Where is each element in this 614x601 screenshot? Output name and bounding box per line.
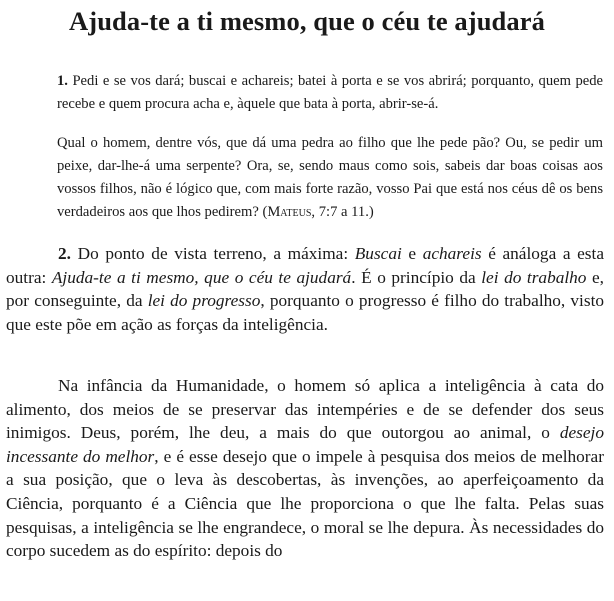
verse-number-1: 1. (57, 73, 68, 89)
p2-italic-buscai: Buscai (354, 244, 402, 263)
p2-text-b: e (401, 244, 423, 263)
p3-text-a: Na infância da Humanidade, o homem só aplica a inteligência à cata do alimento, dos meios de se preservar das intempéries e de se defender dos seus inimigos. Deus, porém, lhe deu, a mais do que outorgou ao animal, o (6, 376, 604, 443)
paragraph-2 (6, 242, 604, 336)
p2-text-f: , porquanto o progresso é filho do trabalho, visto que este põe em ação as forças da inteligência. (6, 291, 605, 334)
p2-text-a: Do ponto de vista terreno, a máxima: (70, 244, 355, 263)
p2-italic-lei-trabalho: lei do trabalho (481, 267, 587, 287)
p3-italic-desejo: desejo incessante do melhor (6, 423, 604, 466)
p2-italic-achareis: achareis (422, 244, 482, 263)
reference-verses: , 7:7 a 11.) (311, 204, 374, 220)
p2-text-d: . É o princípio da (351, 267, 482, 287)
gospel-quote-1 (57, 70, 603, 116)
paragraph-number-2: 2. (58, 244, 71, 263)
p2-text-c: é análoga a esta outra: (6, 244, 605, 287)
p2-text-e: e, por conseguinte, da (6, 267, 605, 311)
p3-text-b: , e é esse desejo que o impele à pesquisa dos meios de melhorar a sua posição, que o leva às descobertas, às invenções, ao aperfeiçoamento da Ciência, porquanto é a Ciência que lhe proporciona o que lhe falta. Pelas suas pesquisas, a inteligência se lhe engrandece, o moral se lhe depura. Às necessidades do corpo sucedem as do espírito: depois do (6, 446, 604, 561)
p2-italic-maxim: Ajuda-te a ti mesmo, que o céu te ajudará (51, 267, 352, 287)
p2-italic-lei-progresso: lei do progresso (147, 291, 261, 311)
verse-text-1: Pedi e se vos dará; buscai e achareis; batei à porta e se vos abrirá; porquanto, quem pede recebe e quem procura acha e, àquele que bata à porta, abrir-se-á. (57, 73, 603, 112)
verse-text-2: Qual o homem, dentre vós, que dá uma pedra ao filho que lhe pede pão? Ou, se pedir um peixe, dar-lhe-á uma serpente? Ora, se, sendo maus como sois, sabeis dar boas coisas aos vossos filhos, não é lógico que, com mais forte razão, vosso Pai que está nos céus dê os bens verdadeiros aos que lhos pedirem? ( (57, 135, 603, 220)
paragraph-3 (6, 374, 604, 563)
reference-book: Mateus (267, 204, 312, 220)
gospel-quote-2 (57, 132, 603, 224)
chapter-title: Ajuda-te a ti mesmo, que o céu te ajudará (69, 6, 545, 36)
